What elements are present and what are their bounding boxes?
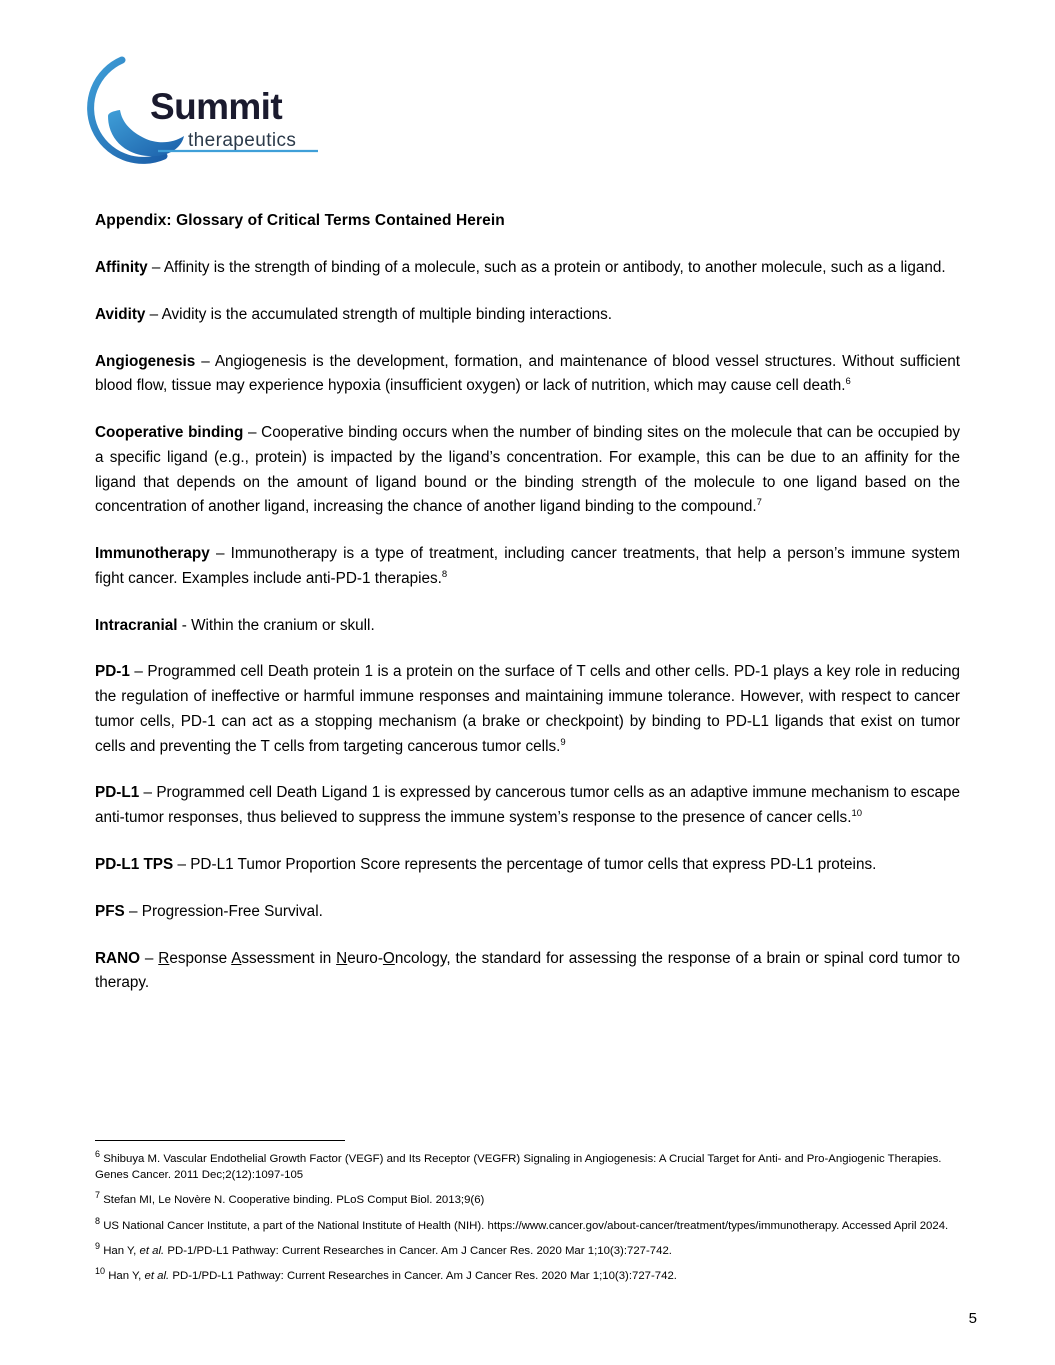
term-dash: – — [140, 949, 159, 967]
footnote-author: Han Y, — [108, 1269, 145, 1282]
term-definition: Programmed cell Death protein 1 is a protein on the surface of T cells and other cells. PD-1 plays a key role in reducing the regulation of ineffective or harmful immune responses and maintaining immune tolerance. However, with respect to cancer tumor cells, PD-1 can act as a stopping mechanism (a brake or checkpoint) by binding to PD-L1 ligands that exist on tumor cells and preventing the T cells from targeting cancerous tumor cells. — [95, 663, 960, 755]
footnote-text: PD-1/PD-L1 Pathway: Current Researches in Cancer. Am J Cancer Res. 2020 Mar 1;10(3):727-742. — [169, 1269, 677, 1282]
glossary-entry-angiogenesis — [95, 350, 960, 400]
term-label: PFS — [95, 902, 125, 920]
glossary-entry-pd1 — [95, 660, 960, 759]
footnote-number: 8 — [95, 1215, 101, 1226]
footnote-ref: 7 — [756, 497, 762, 509]
glossary-entry-pfs — [95, 900, 960, 925]
term-label: Avidity — [95, 305, 146, 323]
term-definition: Progression-Free Survival. — [141, 902, 323, 920]
glossary-content — [95, 212, 960, 1018]
rano-word: esponse — [169, 949, 232, 967]
term-dash: – — [145, 305, 162, 323]
footnote-text: Stefan MI, Le Novère N. Cooperative binding. PLoS Comput Biol. 2013;9(6) — [103, 1194, 485, 1207]
term-dash: – — [124, 902, 142, 920]
rano-initial: A — [231, 949, 242, 967]
rano-word: euro- — [347, 949, 383, 967]
footnote-ref: 8 — [441, 568, 448, 580]
term-label: PD-1 — [95, 663, 130, 681]
footnote-number: 9 — [95, 1240, 101, 1251]
footnote-ref: 6 — [845, 376, 851, 388]
footnote-number: 10 — [95, 1266, 106, 1277]
term-definition: Cooperative binding occurs when the number of binding sites on the molecule that can be occupied by a specific ligand (e.g., protein) is impacted by the ligand’s concentration. For example, this can be due to an affinity for the ligand that depends on the amount of ligand bound or the binding strength of the molecule to one ligand based on the concentration of another ligand, increasing the chance of another ligand binding to the compound. — [95, 424, 960, 516]
footnote-number: 7 — [95, 1190, 101, 1201]
rano-initial: R — [158, 949, 170, 967]
term-dash: - — [177, 616, 192, 634]
term-dash: – — [147, 259, 164, 276]
footnote-text: Shibuya M. Vascular Endothelial Growth Factor (VEGF) and Its Receptor (VEGFR) Signaling in Angiogenesis: A Crucial Target for Anti- and Pro-Angiogenic Therapies. Genes Cancer. 2011 Dec;2(12):1097-105 — [95, 1153, 942, 1182]
term-dash: – — [173, 856, 191, 874]
term-label: RANO — [95, 949, 141, 967]
rano-initial: N — [336, 949, 348, 967]
term-label: Intracranial — [95, 616, 178, 634]
term-label: Angiogenesis — [95, 352, 196, 370]
term-definition: Angiogenesis is the development, formation, and maintenance of blood vessel structures. Without sufficient blood flow, tissue may experience hypoxia (insufficient oxygen) or lack of nutrition, which may cause cell death. — [95, 352, 960, 395]
footnote-separator — [95, 1140, 345, 1141]
summit-therapeutics-logo — [60, 38, 320, 168]
logo-sub-text: therapeutics — [188, 130, 297, 151]
glossary-entry-pdl1-tps — [95, 853, 960, 878]
footnote-text: PD-1/PD-L1 Pathway: Current Researches in Cancer. Am J Cancer Res. 2020 Mar 1;10(3):727-742. — [164, 1244, 672, 1257]
glossary-entry-immunotherapy — [95, 542, 960, 592]
footnotes-section — [95, 1140, 975, 1293]
footnote-text: US National Cancer Institute, a part of the National Institute of Health (NIH). https://www.cancer.gov/about-cancer/treatment/types/immunotherapy. Accessed April 2024. — [103, 1219, 949, 1232]
page-title: Appendix: Glossary of Critical Terms Contained Herein — [95, 212, 505, 229]
rano-word: ssessment in — [241, 949, 337, 967]
footnote-6 — [95, 1151, 975, 1183]
term-definition: Within the cranium or skull. — [191, 616, 375, 634]
term-label: PD-L1 — [95, 784, 140, 802]
logo-brand-text: Summit — [150, 86, 283, 127]
footnote-number: 6 — [95, 1149, 101, 1160]
term-definition: Programmed cell Death Ligand 1 is expressed by cancerous tumor cells as an adaptive immune mechanism to escape anti-tumor responses, thus believed to suppress the immune system’s response to the presence of cancer cells. — [95, 784, 961, 827]
footnote-author: Han Y, — [103, 1244, 140, 1257]
glossary-entry-intracranial — [95, 614, 960, 639]
footnote-etal: et al. — [139, 1244, 165, 1257]
term-dash: – — [139, 784, 157, 802]
term-label: Immunotherapy — [95, 545, 210, 563]
term-label: Cooperative binding — [95, 424, 244, 442]
term-dash: – — [243, 424, 262, 442]
page-number: 5 — [968, 1310, 977, 1327]
term-definition: Affinity is the strength of binding of a molecule, such as a protein or antibody, to another molecule, such as a ligand. — [163, 259, 946, 276]
glossary-entry-avidity — [95, 303, 960, 328]
footnote-etal: et al. — [144, 1269, 170, 1282]
term-dash: – — [209, 545, 231, 563]
term-label: PD-L1 TPS — [95, 856, 174, 874]
term-dash: – — [129, 663, 148, 681]
glossary-entry-rano — [95, 947, 960, 997]
footnote-ref: 10 — [851, 808, 863, 820]
term-definition: Avidity is the accumulated strength of multiple binding interactions. — [161, 305, 612, 323]
footnote-7 — [95, 1192, 975, 1208]
rano-initial: O — [382, 949, 395, 967]
footnote-9 — [95, 1240, 975, 1259]
footnote-8 — [95, 1215, 975, 1234]
term-dash: – — [195, 352, 215, 370]
glossary-entry-cooperative-binding — [95, 421, 960, 520]
term-definition: PD-L1 Tumor Proportion Score represents the percentage of tumor cells that express PD-L1 proteins. — [190, 856, 877, 874]
glossary-entry-affinity — [95, 256, 960, 281]
glossary-entry-pdl1 — [95, 781, 960, 831]
term-definition: Immunotherapy is a type of treatment, including cancer treatments, that help a person’s immune system fight cancer. Examples include anti-PD-1 therapies. — [95, 545, 961, 587]
rano-word: ncology, the standard for assessing the response of a brain or spinal cord tumor to therapy. — [95, 949, 960, 992]
footnote-10 — [95, 1268, 975, 1284]
footnote-ref: 9 — [560, 736, 566, 748]
term-label: Affinity — [95, 259, 148, 276]
